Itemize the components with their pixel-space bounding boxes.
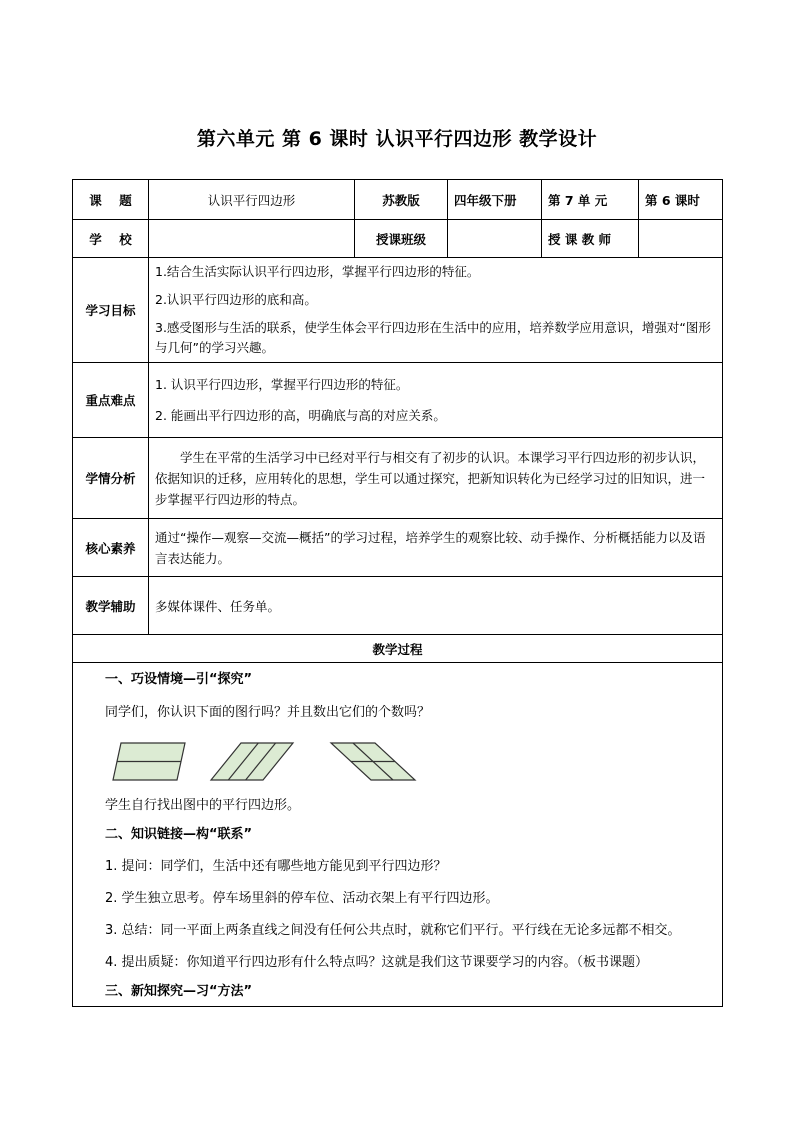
class-label: 授课班级 (355, 220, 448, 258)
grade-cell: 四年级下册 (448, 180, 542, 220)
parallelogram-figure-1 (109, 733, 189, 785)
literacy-row (73, 519, 723, 577)
section-2-item: 3. 总结：同一平面上两条直线之间没有任何公共点时，就称它们平行。平行线在无论多远都不相交。 (105, 923, 681, 938)
goal-item: 1.结合生活实际认识平行四边形，掌握平行四边形的特征。 (155, 264, 480, 279)
analysis-text: 学生在平常的生活学习中已经对平行与相交有了初步的认识。本课学习平行四边形的初步认识，依据知识的迁移，应用转化的思想，学生可以通过探究，把新知识转化为已经学习过的旧知识，进一步掌握平行四边形的特点。 (155, 449, 706, 507)
header-row (73, 180, 723, 220)
class-value (448, 220, 542, 258)
literacy-text: 通过“操作—观察—交流—概括”的学习过程，培养学生的观察比较、动手操作、分析概括能力以及语言表达能力。 (155, 529, 706, 566)
process-label: 教学过程 (73, 635, 723, 663)
section-2-item: 1. 提问：同学们，生活中还有哪些地方能见到平行四边形？ (105, 859, 447, 874)
aids-label: 教学辅助 (73, 577, 149, 635)
key-points-label: 重点难点 (73, 363, 149, 438)
analysis-row (73, 438, 723, 519)
section-1-question: 同学们，你认识下面的图行吗？并且数出它们的个数吗？ (105, 705, 431, 720)
goals-content (149, 258, 723, 363)
topic-value: 认识平行四边形 (149, 180, 355, 220)
goals-label: 学习目标 (73, 258, 149, 363)
school-label: 学 校 (73, 220, 149, 258)
section-2-heading: 二、知识链接—构“联系” (105, 827, 253, 842)
section-1-heading: 一、巧设情境—引“探究” (105, 672, 253, 687)
lesson-plan-table (72, 179, 723, 1007)
section-2-item: 4. 提出质疑：你知道平行四边形有什么特点吗？这就是我们这节课要学习的内容。（板书课题） (105, 955, 649, 970)
parallelogram-figures (105, 733, 722, 785)
aids-row (73, 577, 723, 635)
lesson-cell: 第 6 课时 (639, 180, 723, 220)
goals-row (73, 258, 723, 363)
aids-content: 多媒体课件、任务单。 (149, 577, 723, 635)
school-value (149, 220, 355, 258)
key-point-item: 2. 能画出平行四边形的高，明确底与高的对应关系。 (155, 408, 446, 423)
teacher-label: 授 课 教 师 (542, 220, 639, 258)
teacher-value (639, 220, 723, 258)
process-content (73, 663, 723, 1007)
document-title: 第六单元 第 6 课时 认识平行四边形 教学设计 (196, 128, 598, 150)
literacy-label: 核心素养 (73, 519, 149, 577)
key-point-item: 1. 认识平行四边形，掌握平行四边形的特征。 (155, 377, 409, 392)
section-2-item: 2. 学生独立思考。停车场里斜的停车位、活动衣架上有平行四边形。 (105, 891, 499, 906)
process-row (73, 663, 723, 1007)
goal-item: 3.感受图形与生活的联系，使学生体会平行四边形在生活中的应用，培养数学应用意识，增强对“图形与几何”的学习兴趣。 (155, 320, 711, 355)
key-points-content (149, 363, 723, 438)
school-row (73, 220, 723, 258)
parallelogram-figure-3 (327, 733, 427, 785)
section-3-heading: 三、新知探究—习“方法” (105, 984, 253, 999)
key-points-row (73, 363, 723, 438)
analysis-content (149, 438, 723, 519)
unit-cell: 第 7 单 元 (542, 180, 639, 220)
literacy-content (149, 519, 723, 577)
section-1-after: 学生自行找出图中的平行四边形。 (105, 798, 301, 813)
parallelogram-figure-2 (207, 733, 307, 785)
topic-label: 课 题 (73, 180, 149, 220)
goal-item: 2.认识平行四边形的底和高。 (155, 292, 317, 307)
publisher-cell: 苏教版 (355, 180, 448, 220)
process-header-row (73, 635, 723, 663)
analysis-label: 学情分析 (73, 438, 149, 519)
